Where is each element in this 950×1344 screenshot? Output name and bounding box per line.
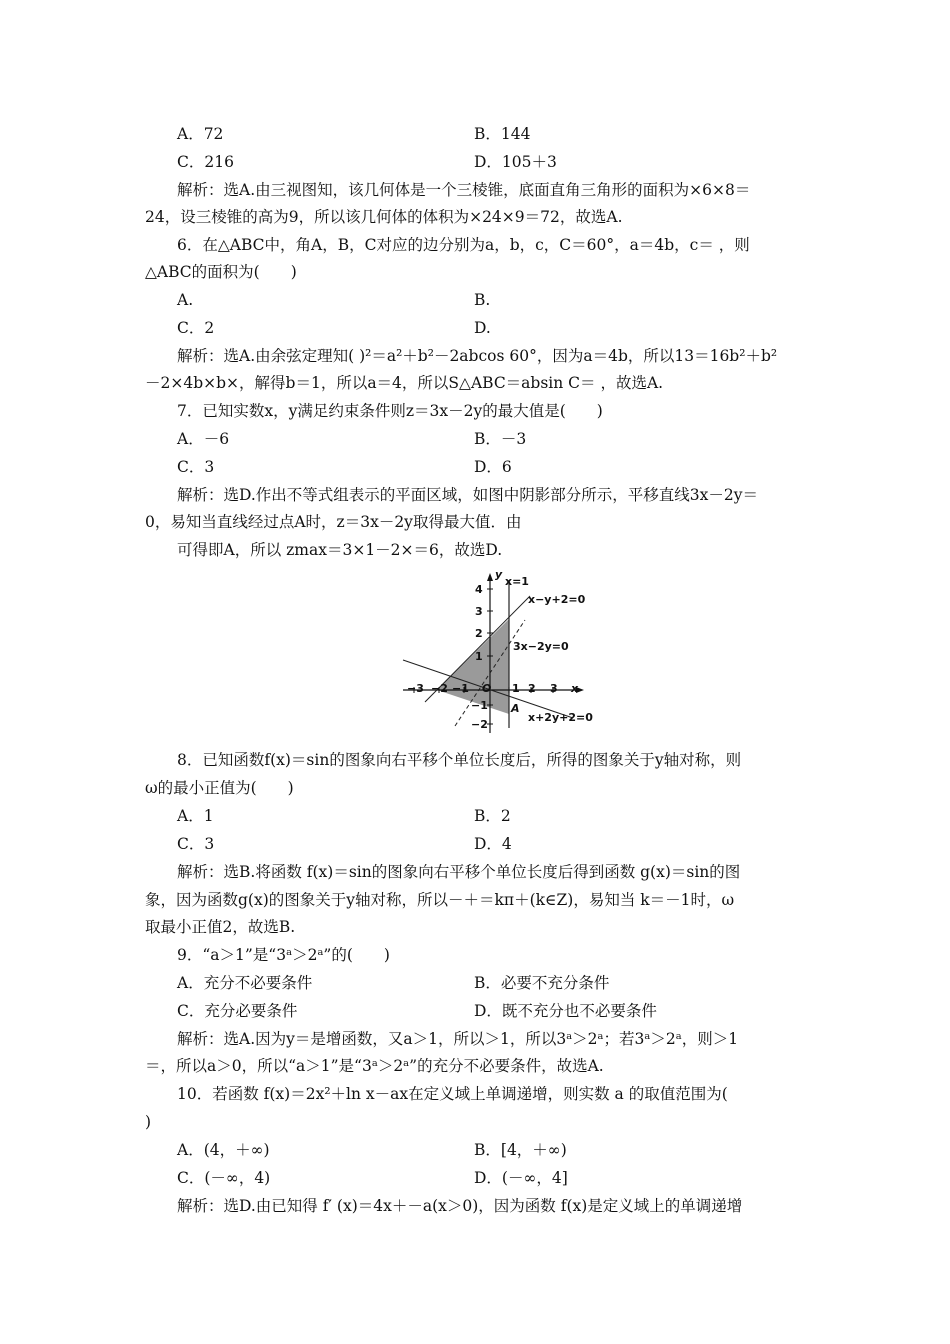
origin-label: O <box>482 682 492 695</box>
q7-solution-line: 可得即A，所以 zmax＝3×1－2×＝6，故选D. <box>177 541 503 559</box>
q7-option-c: C．3 <box>177 458 215 476</box>
q8-option-a: A．1 <box>177 807 214 825</box>
q10-option-c: C．(－∞，4) <box>177 1169 271 1187</box>
q7-option-b: B．－3 <box>474 430 527 448</box>
q5-option-c: C．216 <box>177 153 234 171</box>
q5-option-a: A．72 <box>177 125 224 143</box>
q8-option-c: C．3 <box>177 835 215 853</box>
q9-option-a: A．充分不必要条件 <box>177 974 313 992</box>
q8-solution-line: 象，因为函数g(x)的图象关于y轴对称，所以－＋＝kπ＋(k∈Z)，易知当 k＝－1时，ω <box>145 891 735 909</box>
q6-option-c: C．2 <box>177 319 215 337</box>
q9-option-c: C．充分必要条件 <box>177 1002 298 1020</box>
q9-option-d: D．既不充分也不必要条件 <box>474 1002 657 1020</box>
q7-option-d: D．6 <box>474 458 512 476</box>
q8-stem-line: ω的最小正值为( ) <box>145 779 294 797</box>
x-tick-label: 2 <box>528 682 536 695</box>
q8-stem-line: 8．已知函数f(x)＝sin的图象向右平移个单位长度后，所得的图象关于y轴对称，则 <box>177 751 742 769</box>
q9-solution-line: ＝，所以a＞0，所以“a＞1”是“3ᵃ＞2ᵃ”的充分不必要条件，故选A. <box>145 1057 604 1075</box>
q6-option-b: B. <box>474 291 491 309</box>
y-tick-label: −2 <box>471 718 488 731</box>
q10-stem-line: ) <box>145 1113 152 1131</box>
q9-option-b: B．必要不充分条件 <box>474 974 610 992</box>
y-axis-arrow <box>487 573 493 581</box>
q5-option-d: D．105＋3 <box>474 153 557 171</box>
q6-solution-line: －2×4b×b×，解得b＝1，所以a＝4，所以S△ABC＝absin C＝ ，故选A. <box>145 374 664 392</box>
q10-option-b: B．[4，＋∞) <box>474 1141 567 1159</box>
q10-stem-line: 10．若函数 f(x)＝2x²＋ln x－ax在定义域上单调递增，则实数 a 的取值范围为( <box>177 1085 728 1103</box>
label-x-equals-1: x=1 <box>505 575 529 588</box>
label-x-plus-2y: x+2y+2=0 <box>528 711 593 724</box>
q7-solution-line: 解析：选D.作出不等式组表示的平面区域，如图中阴影部分所示，平移直线3x－2y＝ <box>177 486 759 504</box>
x-axis-label: x <box>571 682 579 695</box>
q7-stem-line: 7．已知实数x，y满足约束条件则z＝3x－2y的最大值是( ) <box>177 402 603 420</box>
q5-solution-line: 24，设三棱锥的高为9，所以该几何体的体积为×24×9＝72，故选A. <box>145 208 623 226</box>
q8-option-d: D．4 <box>474 835 512 853</box>
q9-solution-line: 解析：选A.因为y＝是增函数，又a＞1，所以＞1，所以3ᵃ＞2ᵃ；若3ᵃ＞2ᵃ，则＞1 <box>177 1030 739 1048</box>
q6-stem-line: △ABC的面积为( ) <box>145 263 297 281</box>
q6-option-a: A. <box>177 291 194 309</box>
y-axis-label: y <box>495 568 503 581</box>
x-tick-label: 3 <box>550 682 558 695</box>
q6-option-d: D. <box>474 319 491 337</box>
q5-option-b: B．144 <box>474 125 531 143</box>
x-tick-label: 1 <box>512 682 520 695</box>
x-tick-label: −1 <box>452 682 469 695</box>
y-tick-label: 4 <box>475 583 483 596</box>
label-3x-minus-2y: 3x−2y=0 <box>513 640 569 653</box>
y-tick-label: −1 <box>471 699 488 712</box>
q10-solution-line: 解析：选D.由已知得 f′ (x)＝4x＋－a(x＞0)，因为函数 f(x)是定义域上的单调递增 <box>177 1197 743 1215</box>
q6-stem-line: 6．在△ABC中，角A，B，C对应的边分别为a，b，c，C＝60°，a＝4b，c＝ ，则 <box>177 236 750 254</box>
y-tick-label: 3 <box>475 605 483 618</box>
x-tick-label: −2 <box>431 682 448 695</box>
q5-solution-line: 解析：选A.由三视图知，该几何体是一个三棱锥，底面直角三角形的面积为×6×8＝ <box>177 181 751 199</box>
y-tick-label: 2 <box>475 627 483 640</box>
q8-solution-line: 解析：选B.将函数 f(x)＝sin的图象向右平移个单位长度后得到函数 g(x)＝sin的图 <box>177 863 741 881</box>
q8-solution-line: 取最小正值2，故选B. <box>145 918 296 936</box>
q10-option-d: D．(－∞，4] <box>474 1169 568 1187</box>
q7-solution-line: 0，易知当直线经过点A时，z＝3x－2y取得最大值．由 <box>145 513 522 531</box>
q8-option-b: B．2 <box>474 807 511 825</box>
q6-solution-line: 解析：选A.由余弦定理知( )²＝a²＋b²－2abcos 60°，因为a＝4b，所以13＝16b²＋b² <box>177 347 778 365</box>
y-tick-label: 1 <box>475 650 483 663</box>
feasible-region-graph <box>395 568 600 738</box>
point-a-label: A <box>511 702 520 715</box>
x-tick-label: −3 <box>407 682 424 695</box>
q10-option-a: A．(4，＋∞) <box>177 1141 270 1159</box>
q7-option-a: A．－6 <box>177 430 230 448</box>
q9-stem-line: 9．“a＞1”是“3ᵃ＞2ᵃ”的( ) <box>177 946 390 964</box>
label-x-minus-y: x−y+2=0 <box>528 593 586 606</box>
